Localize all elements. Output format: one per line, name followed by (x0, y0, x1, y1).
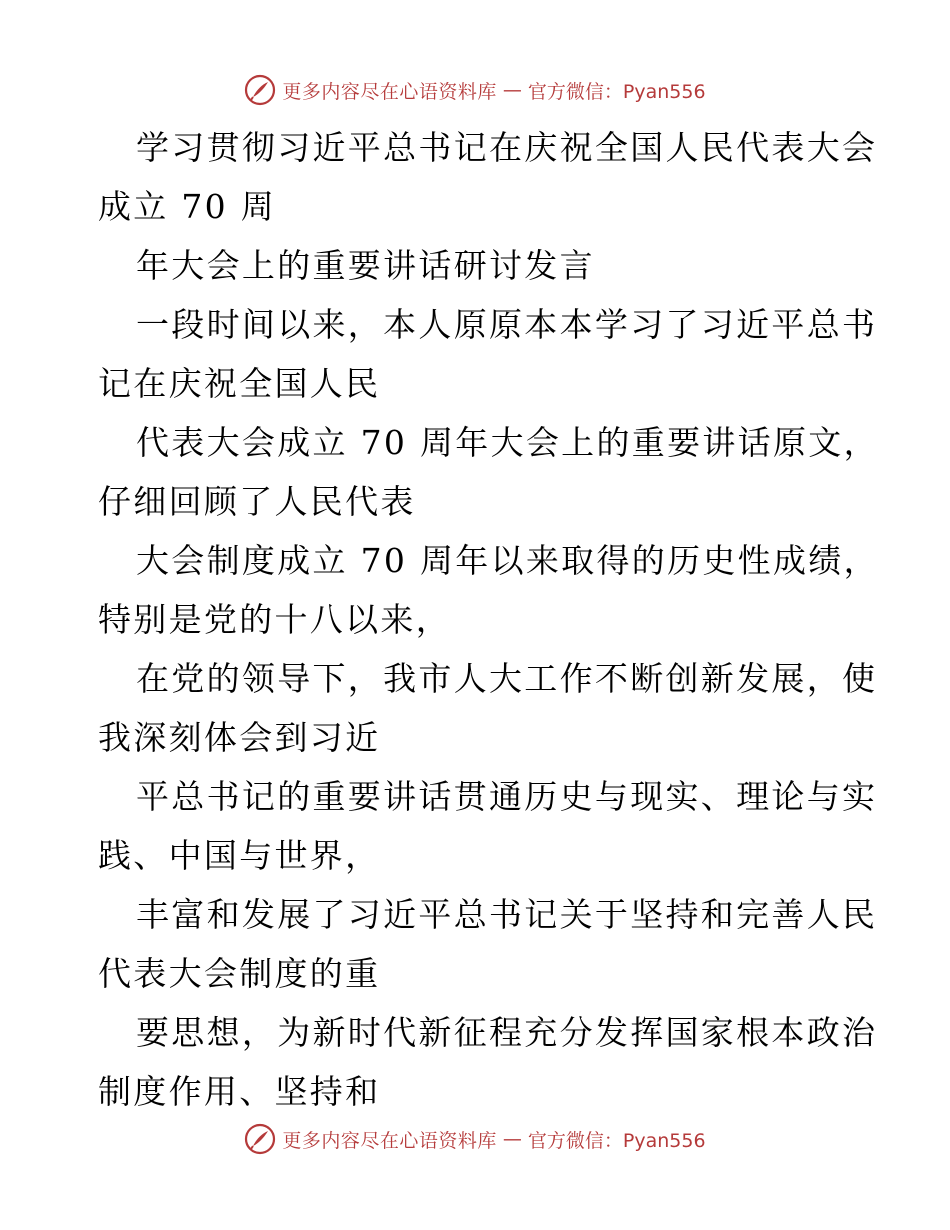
text-line: 丰富和发展了习近平总书记关于坚持和完善人民 (136, 895, 878, 934)
text-line: 代表大会制度的重 (98, 954, 381, 993)
watermark-wechat: 官方微信：Pyan556 (527, 1129, 706, 1152)
quill-pen-logo-icon (244, 74, 276, 106)
text-line: 制度作用、坚持和 (98, 1072, 381, 1111)
footer-watermark (0, 1121, 950, 1157)
text-line: 在党的领导下，我市人大工作不断创新发展，使 (136, 659, 878, 698)
text-line: 我深刻体会到习近 (98, 718, 381, 757)
text-line: 年大会上的重要讲话研讨发言 (136, 246, 595, 285)
watermark-text: 更多内容尽在心语资料库 (282, 80, 497, 103)
text-line: 践、中国与世界， (98, 836, 381, 875)
quill-pen-logo-icon (244, 1123, 276, 1155)
text-line: 代表大会成立 70 周年大会上的重要讲话原文， (136, 423, 879, 462)
header-watermark (0, 72, 950, 108)
watermark-wechat: 官方微信：Pyan556 (527, 80, 706, 103)
watermark-text: 更多内容尽在心语资料库 (282, 1129, 497, 1152)
text-line: 一段时间以来，本人原原本本学习了习近平总书 (136, 305, 878, 344)
text-line: 成立 70 周 (98, 187, 277, 226)
text-line: 要思想，为新时代新征程充分发挥国家根本政治 (136, 1013, 878, 1052)
text-line: 平总书记的重要讲话贯通历史与现实、理论与实 (136, 777, 878, 816)
text-line: 特别是党的十八以来， (98, 600, 451, 639)
text-line: 记在庆祝全国人民 (98, 364, 381, 403)
watermark-separator: — (502, 1128, 522, 1150)
text-line: 仔细回顾了人民代表 (98, 482, 416, 521)
watermark-separator: — (502, 79, 522, 101)
text-line: 学习贯彻习近平总书记在庆祝全国人民代表大会 (136, 128, 878, 167)
text-line: 大会制度成立 70 周年以来取得的历史性成绩， (136, 541, 879, 580)
document-body (98, 118, 879, 1121)
